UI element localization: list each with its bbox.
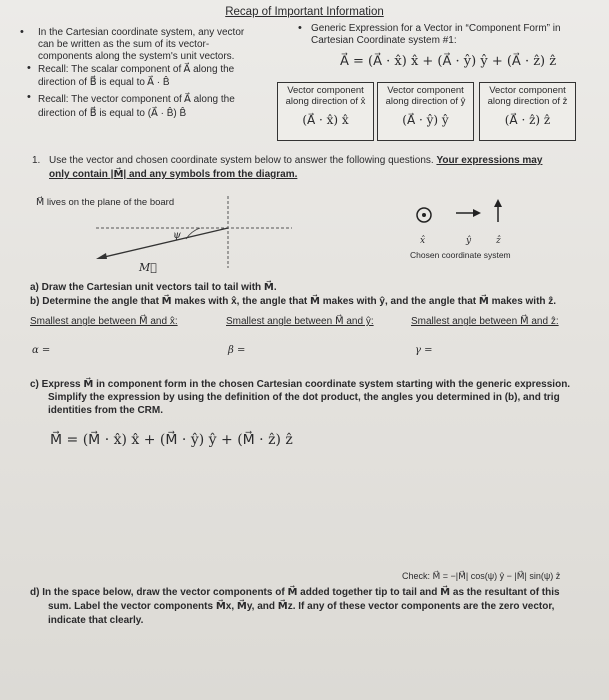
box-z-line1: Vector component	[489, 85, 566, 96]
bullet-dot: •	[27, 62, 31, 74]
bullet-dot: •	[27, 91, 31, 103]
recap-bullet3-line1: Recall: The vector component of A⃗ along the	[38, 94, 235, 105]
check-expression: Check: M⃗ = −|M⃗| cos(ψ) ŷ − |M⃗| sin(ψ) ẑ	[402, 571, 561, 581]
y-axis-label: ŷ	[466, 236, 472, 246]
part-c-line3: identities from the CRM.	[48, 405, 164, 416]
z-axis-arrow-head	[494, 199, 502, 207]
question-text: Use the vector and chosen coordinate system below to answer the following questions.	[49, 155, 434, 166]
generic-expression-line1: Generic Expression for a Vector in “Component Form” in	[311, 23, 561, 34]
page-title: Recap of Important Information	[225, 6, 384, 18]
generic-formula: A⃗ = (A⃗ · x̂) x̂ + (A⃗ · ŷ) ŷ + (A⃗ · ẑ) ẑ	[340, 54, 557, 69]
box-x-line2: along direction of x̂	[285, 96, 366, 107]
recap-bullet1-line2: can be written as the sum of its vector-	[38, 39, 210, 50]
part-a: a) Draw the Cartesian unit vectors tail to tail with M⃗.	[30, 282, 277, 293]
recap-bullet1-line3: components along the system's unit vectors.	[38, 51, 235, 62]
part-c-line2: Simplify the expression by using the definition of the dot product, the angles you determined in (b), and trig	[48, 392, 560, 403]
question-emphasis-1: Your expressions may	[436, 155, 543, 166]
recap-bullet3-line2: direction of B⃗ is equal to (A⃗ · B̂) B̂	[38, 108, 187, 119]
beta-var: β =	[228, 345, 246, 356]
part-c-line1: c) Express M⃗ in component form in the chosen Cartesian coordinate system starting with the generic expression.	[30, 379, 571, 390]
psi-label: ψ	[173, 230, 181, 241]
box-z-line2: along direction of ẑ	[487, 96, 568, 107]
gamma-var: γ =	[415, 345, 433, 356]
vector-m-label: M⃗	[139, 261, 157, 274]
part-d-line3: indicate that clearly.	[48, 615, 144, 626]
angle-header-y: Smallest angle between M⃗ and ŷ:	[226, 316, 374, 327]
bullet-dot: •	[298, 22, 302, 34]
board-note: M⃗ lives on the plane of the board	[36, 197, 175, 208]
part-d-line1: d) In the space below, draw the vector components of M⃗ added together tip to tail and M⃗ as the resultant of this	[30, 587, 560, 598]
angle-header-z: Smallest angle between M⃗ and ẑ:	[411, 316, 559, 327]
bullet-dot: •	[20, 26, 24, 38]
box-y-formula: (A⃗ · ŷ) ŷ	[402, 113, 449, 127]
alpha-var: α =	[32, 345, 51, 356]
box-x-line1: Vector component	[287, 85, 364, 96]
x-axis-label: x̂	[420, 236, 426, 246]
part-d-line2: sum. Label the vector components M⃗x, M⃗y, and M⃗z. If any of these vector components are the zero vector,	[48, 601, 555, 612]
box-y-line2: along direction of ŷ	[385, 96, 466, 107]
vector-m-arrowhead	[96, 253, 107, 259]
question-number: 1.	[32, 155, 41, 166]
y-axis-arrow-head	[473, 209, 481, 217]
angle-header-x: Smallest angle between M⃗ and x̂:	[30, 316, 178, 327]
out-of-page-dot	[422, 213, 426, 217]
recap-bullet2-line2: direction of B⃗ is equal to A⃗ · B̂	[38, 77, 170, 88]
question-emphasis-2: only contain |M⃗| and any symbols from the diagram.	[49, 169, 298, 180]
generic-expression-line2: Cartesian Coordinate system #1:	[311, 35, 457, 46]
recap-bullet1-line1: In the Cartesian coordinate system, any vector	[38, 27, 245, 38]
vector-m-line	[100, 228, 228, 258]
recap-bullet2-line1: Recall: The scalar component of A⃗ along the	[38, 64, 235, 75]
z-axis-label: ẑ	[496, 236, 501, 246]
part-b: b) Determine the angle that M⃗ makes with x̂, the angle that M⃗ makes with ŷ, and the angle that M⃗ makes with ẑ.	[30, 296, 557, 307]
box-z-formula: (A⃗ · ẑ) ẑ	[504, 113, 551, 127]
coord-caption: Chosen coordinate system	[410, 250, 511, 260]
box-x-formula: (A⃗ · x̂) x̂	[302, 113, 349, 127]
part-c-formula: M⃗ = (M⃗ · x̂) x̂ + (M⃗ · ŷ) ŷ + (M⃗ · ẑ) ẑ	[50, 432, 293, 448]
box-y-line1: Vector component	[387, 85, 464, 96]
